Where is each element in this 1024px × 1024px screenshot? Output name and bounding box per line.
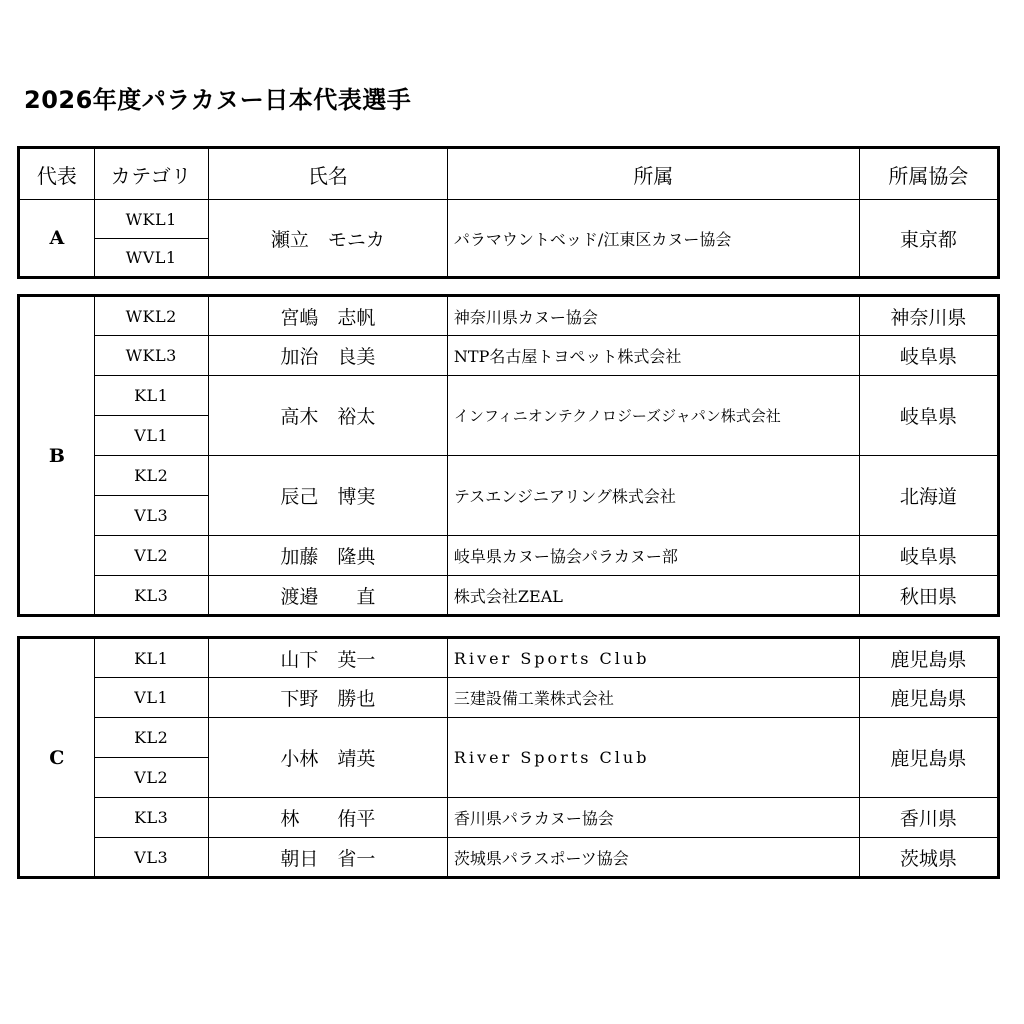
category-cell: WKL3 xyxy=(94,336,208,376)
category-cell: VL3 xyxy=(94,838,208,878)
table-header-row xyxy=(19,148,999,200)
affiliation-cell: 三建設備工業株式会社 xyxy=(447,678,859,718)
association-cell: 北海道 xyxy=(859,456,998,536)
affiliation-cell: パラマウントベッド/江東区カヌー協会 xyxy=(447,200,859,278)
table-row xyxy=(19,838,999,878)
category-cell: WKL2 xyxy=(94,296,208,336)
name-cell: 宮嶋 志帆 xyxy=(208,296,447,336)
affiliation-cell: River Sports Club xyxy=(447,718,859,798)
association-cell: 鹿児島県 xyxy=(859,638,998,678)
name-cell: 下野 勝也 xyxy=(208,678,447,718)
affiliation-cell: River Sports Club xyxy=(447,638,859,678)
category-cell: KL2 xyxy=(94,456,208,496)
association-cell: 鹿児島県 xyxy=(859,718,998,798)
table-row xyxy=(19,336,999,376)
group-label: C xyxy=(19,638,95,878)
category-cell: KL2 xyxy=(94,718,208,758)
name-cell: 渡邉 直 xyxy=(208,576,447,616)
association-cell: 岐阜県 xyxy=(859,336,998,376)
table-row xyxy=(19,296,999,336)
category-cell: WVL1 xyxy=(94,239,208,278)
association-cell: 岐阜県 xyxy=(859,376,998,456)
table-group-c xyxy=(17,636,1000,879)
table-row xyxy=(19,536,999,576)
header-rep: 代表 xyxy=(19,148,95,200)
affiliation-cell: 神奈川県カヌー協会 xyxy=(447,296,859,336)
table-row xyxy=(19,376,999,416)
category-cell: KL3 xyxy=(94,576,208,616)
category-cell: VL3 xyxy=(94,496,208,536)
association-cell: 神奈川県 xyxy=(859,296,998,336)
affiliation-cell: テスエンジニアリング株式会社 xyxy=(447,456,859,536)
group-label: A xyxy=(19,200,95,278)
affiliation-cell: 岐阜県カヌー協会パラカヌー部 xyxy=(447,536,859,576)
association-cell: 茨城県 xyxy=(859,838,998,878)
page-title: 2026年度パラカヌー日本代表選手 xyxy=(24,86,412,114)
name-cell: 朝日 省一 xyxy=(208,838,447,878)
affiliation-cell: 株式会社ZEAL xyxy=(447,576,859,616)
table-row xyxy=(19,576,999,616)
table-row xyxy=(19,798,999,838)
table-row xyxy=(19,678,999,718)
association-cell: 秋田県 xyxy=(859,576,998,616)
category-cell: VL2 xyxy=(94,758,208,798)
affiliation-cell: NTP名古屋トヨペット株式会社 xyxy=(447,336,859,376)
affiliation-cell: インフィニオンテクノロジーズジャパン株式会社 xyxy=(447,376,859,456)
table-row xyxy=(19,456,999,496)
association-cell: 鹿児島県 xyxy=(859,678,998,718)
table-row xyxy=(19,718,999,758)
category-cell: VL1 xyxy=(94,678,208,718)
table-group-b xyxy=(17,294,1000,617)
table-group-a xyxy=(17,146,1000,279)
affiliation-cell: 茨城県パラスポーツ協会 xyxy=(447,838,859,878)
category-cell: WKL1 xyxy=(94,200,208,239)
category-cell: VL2 xyxy=(94,536,208,576)
header-category: カテゴリ xyxy=(94,148,208,200)
header-name: 氏名 xyxy=(208,148,447,200)
name-cell: 瀬立 モニカ xyxy=(208,200,447,278)
name-cell: 小林 靖英 xyxy=(208,718,447,798)
category-cell: KL1 xyxy=(94,376,208,416)
association-cell: 岐阜県 xyxy=(859,536,998,576)
header-association: 所属協会 xyxy=(859,148,998,200)
header-affiliation: 所属 xyxy=(447,148,859,200)
name-cell: 山下 英一 xyxy=(208,638,447,678)
association-cell: 東京都 xyxy=(859,200,998,278)
table-row xyxy=(19,638,999,678)
name-cell: 加藤 隆典 xyxy=(208,536,447,576)
table-row xyxy=(19,200,999,239)
affiliation-cell: 香川県パラカヌー協会 xyxy=(447,798,859,838)
association-cell: 香川県 xyxy=(859,798,998,838)
group-label: B xyxy=(19,296,95,616)
category-cell: KL3 xyxy=(94,798,208,838)
name-cell: 林 侑平 xyxy=(208,798,447,838)
name-cell: 辰己 博実 xyxy=(208,456,447,536)
category-cell: KL1 xyxy=(94,638,208,678)
category-cell: VL1 xyxy=(94,416,208,456)
name-cell: 高木 裕太 xyxy=(208,376,447,456)
name-cell: 加治 良美 xyxy=(208,336,447,376)
